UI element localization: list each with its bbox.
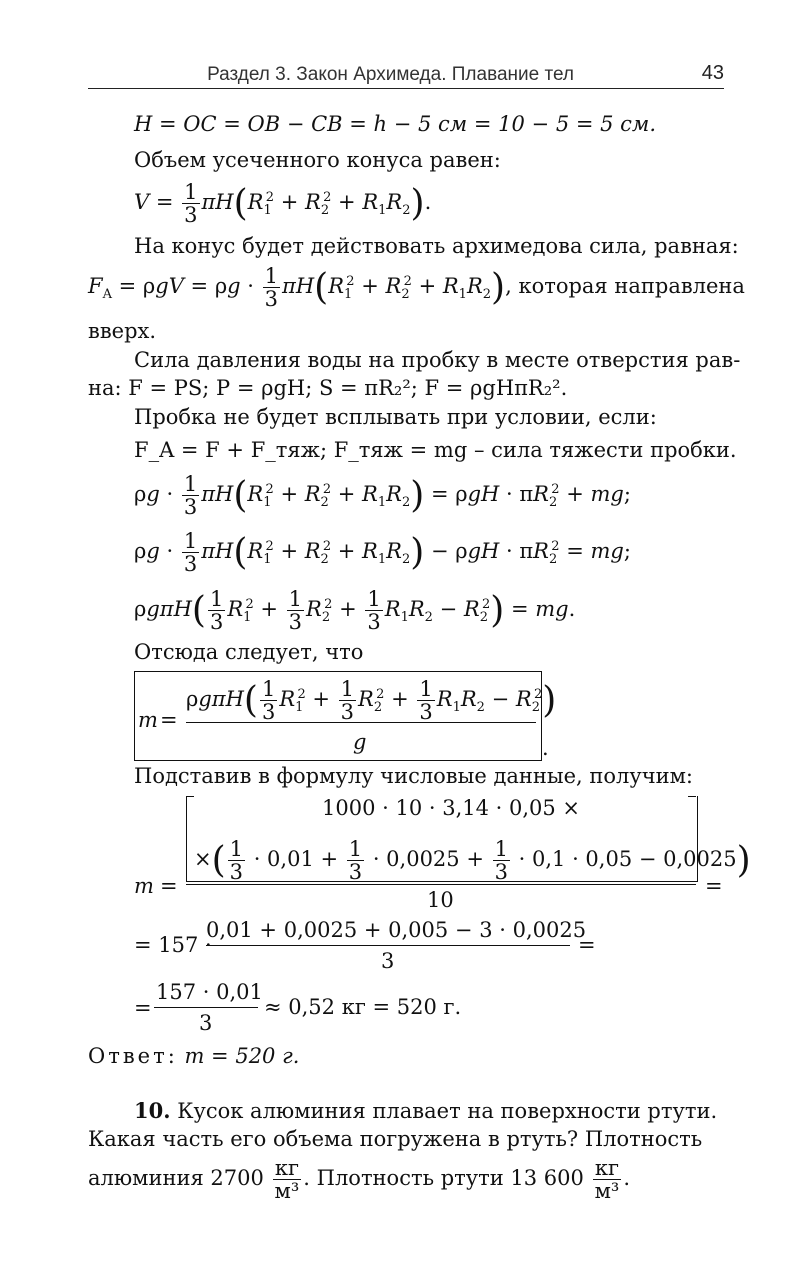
formula-m-label: m (138, 708, 158, 732)
unit-kg: кг (274, 1156, 299, 1180)
text-pressure-force: Сила давления воды на пробку в месте отверстия рав- (134, 348, 741, 372)
formula-numerator: ρgπH( $\frac{1}{3}$ $R_1^2$ + $\frac{1}{3}$ $R_2^2$ + $\frac{1}{3}$ $R_1R_2 - R_2^2$) (186, 677, 557, 725)
answer-value: m = 520 г. (184, 1044, 300, 1068)
problem-10-line-3: алюминия 2700 $\frac{кг}{\text{м³}}$ . Плотность ртути 13 600 $\frac{кг}{\text{м³}}$ . (88, 1156, 631, 1204)
equation-height: H = OC = OB − CB = h − 5 см = 10 − 5 = 5 см. (134, 112, 657, 136)
equation-volume: V = $\frac{1}{3}$ $\pi H(R_1^2 + R_2^2 + R_1R_2)$. (134, 180, 432, 228)
problem-10-text-1: Кусок алюминия плавает на поверхности ртути. (177, 1099, 718, 1123)
equation-pressure: на: F = PS; P = ρgH; S = πR₂²; F = ρgHπR₂². (88, 376, 568, 400)
unit-kg-2: кг (594, 1156, 620, 1180)
calc-mid-line: ×( $\frac{1}{3}$ · 0,01 + $\frac{1}{3}$ · 0,0025 + $\frac{1}{3}$ · 0,1 · 0,05 − 0,0025) (194, 837, 751, 885)
problem-10-number: 10. (134, 1098, 171, 1123)
equation-force-balance: F_A = F + F_тяж; F_тяж = mg – сила тяжести пробки. (134, 438, 737, 462)
equation-balance-1: ρg · $\frac{1}{3}$ $\pi H(R_1^2 + R_2^2 + R_1R_2) = \rho gH \cdot \pi R_2^2$ + mg; (134, 472, 631, 520)
answer-line (88, 1046, 299, 1067)
calc-equals: = (160, 874, 178, 898)
calc-fraction-bar (186, 884, 696, 885)
calc-bracket-tr (688, 796, 696, 797)
answer-label: Ответ: (88, 1044, 178, 1068)
calc3-fraction-bar (154, 1007, 258, 1008)
text-archimedes-force: На конус будет действовать архимедова сила, равная: (134, 234, 739, 258)
text-condition: Пробка не будет всплывать при условии, если: (134, 405, 657, 429)
calc3-numerator: 157 · 0,01 (156, 980, 263, 1004)
equation-archimedes-force: $F_A = \rho gV = \rho g$ · $\frac{1}{3}$ $\pi H(R_1^2 + R_2^2 + R_1R_2)$, которая направлена (88, 264, 745, 312)
problem-10-line-2: Какая часть его объема погружена в ртуть? Плотность (88, 1127, 703, 1151)
calc2-numerator: 0,01 + 0,0025 + 0,005 − 3 · 0,0025 (206, 918, 587, 942)
page-number: 43 (701, 62, 724, 84)
calc-equals-tail: = (705, 874, 723, 898)
problem-10-line-1 (134, 1100, 717, 1122)
unit-m3: м³ (274, 1179, 300, 1204)
calc2-prefix: = 157 · (134, 933, 212, 957)
text-volume-intro: Объем усеченного конуса равен: (134, 148, 501, 172)
section-title: Раздел 3. Закон Архимеда. Плавание тел (207, 64, 574, 85)
calc-bracket-tl (186, 796, 194, 797)
equation-balance-3: ρgπH( $\frac{1}{3}$ $R_1^2$ + $\frac{1}{3}$ $R_2^2$ + $\frac{1}{3}$ $R_1R_2 - R_2^2$) = mg. (134, 587, 576, 635)
text-upward: вверх. (88, 319, 157, 343)
calc3-denominator: 3 (199, 1011, 213, 1035)
problem-10-text-3a: алюминия 2700 (88, 1166, 264, 1191)
unit-m3-2: м³ (594, 1179, 620, 1204)
text-hence: Отсюда следует, что (134, 640, 364, 664)
calc3-prefix: = (134, 996, 152, 1020)
calc2-denominator: 3 (381, 949, 395, 973)
formula-period: . (542, 736, 549, 760)
calc-denominator: 10 (427, 888, 454, 912)
text-directed: , которая направлена (505, 274, 745, 299)
equation-balance-2: ρg · $\frac{1}{3}$ $\pi H(R_1^2 + R_2^2 + R_1R_2) - \rho gH \cdot \pi R_2^2$ = mg; (134, 529, 631, 577)
calc2-fraction-bar (206, 945, 570, 946)
text-substitute: Подставив в формулу числовые данные, получим: (134, 764, 694, 788)
formula-denominator: g (353, 730, 367, 754)
calc-top-line: 1000 · 10 · 3,14 · 0,05 × (322, 796, 581, 820)
calc2-equals: = (578, 933, 596, 957)
calc3-result: ≈ 0,52 кг = 520 г. (264, 995, 462, 1019)
problem-10-text-3b: . Плотность ртути 13 600 (303, 1166, 584, 1191)
running-header (88, 58, 724, 89)
calc-m-label: m (134, 874, 154, 898)
formula-equals: = (160, 708, 178, 732)
